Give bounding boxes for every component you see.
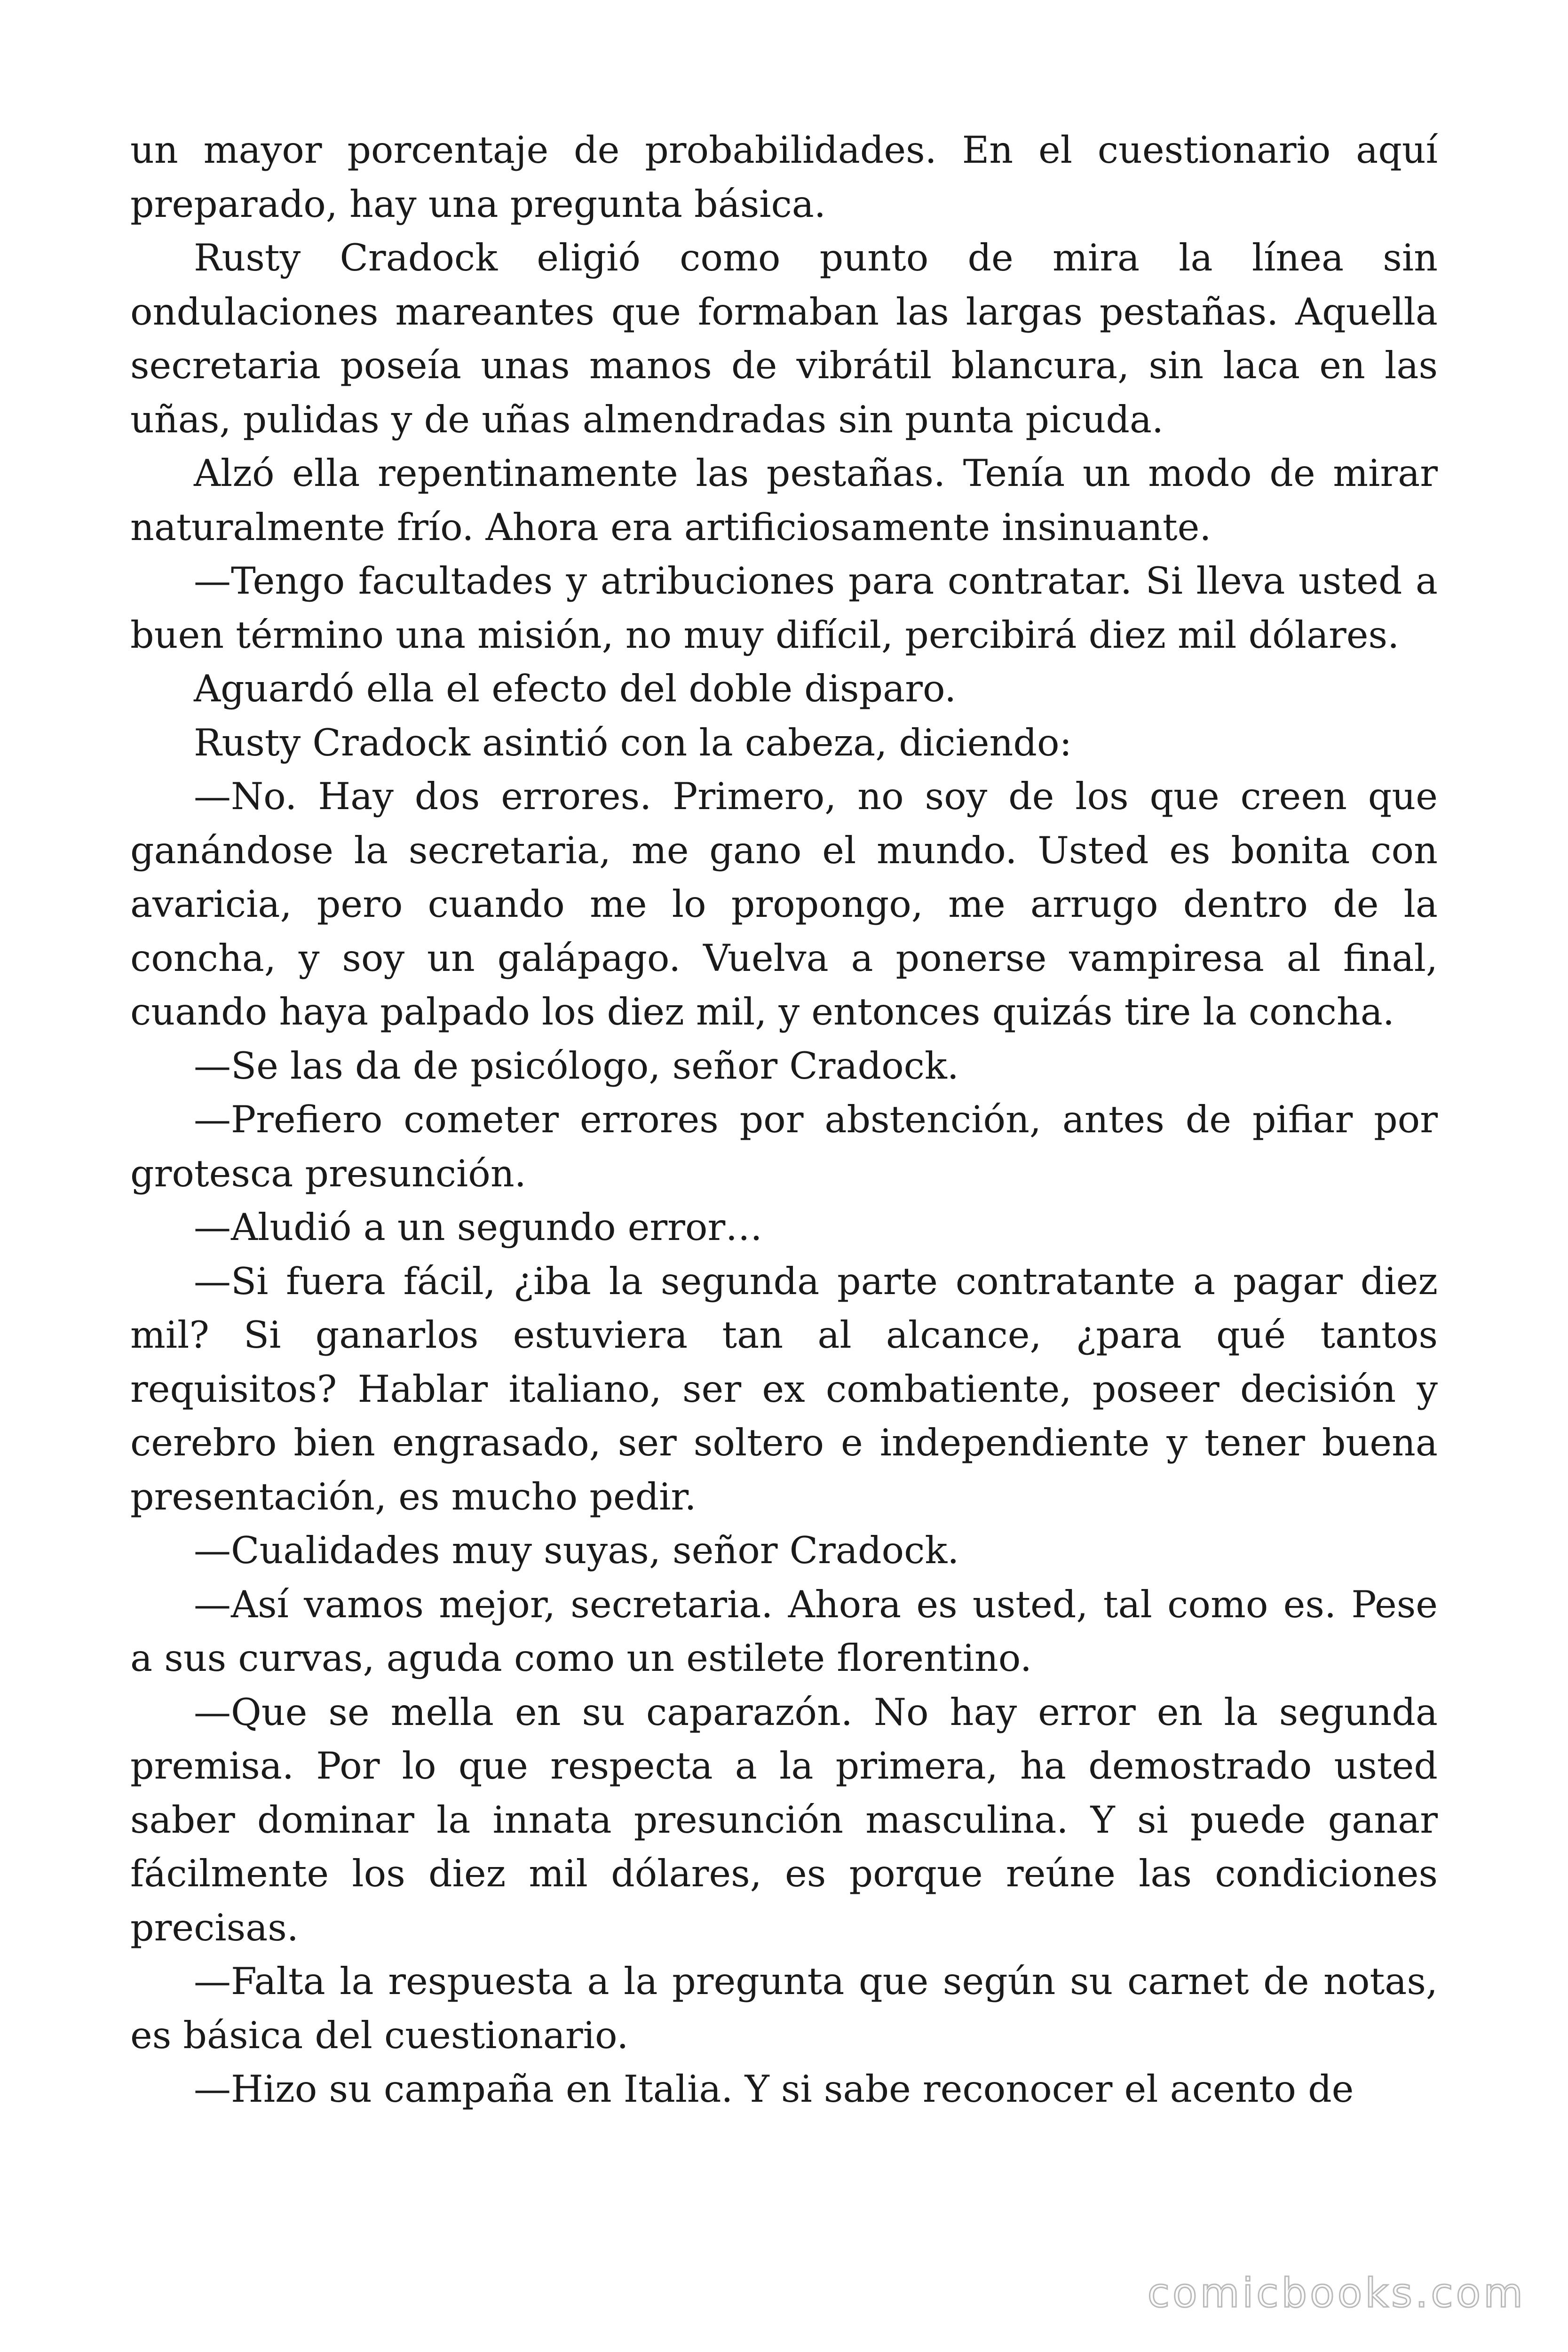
paragraph: —Falta la respuesta a la pregunta que según su carnet de notas, es básica del cuestionario. [130, 1960, 1438, 2057]
paragraph: Alzó ella repentinamente las pestañas. Tenía un modo de mirar naturalmente frío. Ahora era artificiosamente insinuante. [130, 452, 1438, 549]
paragraph: —Tengo facultades y atribuciones para contratar. Si lleva usted a buen término una misión, no muy difícil, percibirá diez mil dólares. [130, 559, 1438, 657]
body-text [130, 123, 1438, 2116]
paragraph: —Cualidades muy suyas, señor Cradock. [194, 1529, 959, 1572]
paragraph: Aguardó ella el efecto del doble disparo. [194, 667, 957, 710]
paragraph: —Prefiero cometer errores por abstención, antes de pifiar por grotesca presunción. [130, 1098, 1438, 1195]
paragraph: Rusty Cradock eligió como punto de mira la línea sin ondulaciones mareantes que formaban las largas pestañas. Aquella secretaria poseía unas manos de vibrátil blancura, sin laca en las uñas, pulidas y de uñas almendradas sin punta picuda. [130, 236, 1438, 441]
paragraph: —Así vamos mejor, secretaria. Ahora es usted, tal como es. Pese a sus curvas, aguda como un estilete florentino. [130, 1582, 1438, 1680]
paragraph: —Que se mella en su caparazón. No hay error en la segunda premisa. Por lo que respecta a la primera, ha demostrado usted saber dominar la innata presunción masculina. Y si puede ganar fácilmente los diez mil dólares, es porque reúne las condiciones precisas. [130, 1690, 1438, 1949]
paragraph: —Hizo su campaña en Italia. Y si sabe reconocer el acento de [194, 2067, 1354, 2111]
paragraph: un mayor porcentaje de probabilidades. En el cuestionario aquí preparado, hay una pregunta básica. [130, 128, 1438, 226]
paragraph: —No. Hay dos errores. Primero, no soy de los que creen que ganándose la secretaria, me gano el mundo. Usted es bonita con avaricia, pero cuando me lo propongo, me arrugo dentro de la concha, y soy un galápago. Vuelva a ponerse vampiresa al final, cuando haya palpado los diez mil, y entonces quizás tire la concha. [130, 775, 1438, 1033]
paragraph: —Si fuera fácil, ¿iba la segunda parte contratante a pagar diez mil? Si ganarlos estuviera tan al alcance, ¿para qué tantos requisitos? Hablar italiano, ser ex combatiente, poseer decisión y cerebro bien engrasado, ser soltero e independiente y tener buena presentación, es mucho pedir. [130, 1259, 1438, 1518]
paragraph: Rusty Cradock asintió con la cabeza, diciendo: [194, 721, 1072, 764]
watermark: comicbooks.com [1147, 2270, 1526, 2317]
paragraph: —Se las da de psicólogo, señor Cradock. [194, 1044, 959, 1088]
paragraph: —Aludió a un segundo error… [194, 1206, 763, 1249]
